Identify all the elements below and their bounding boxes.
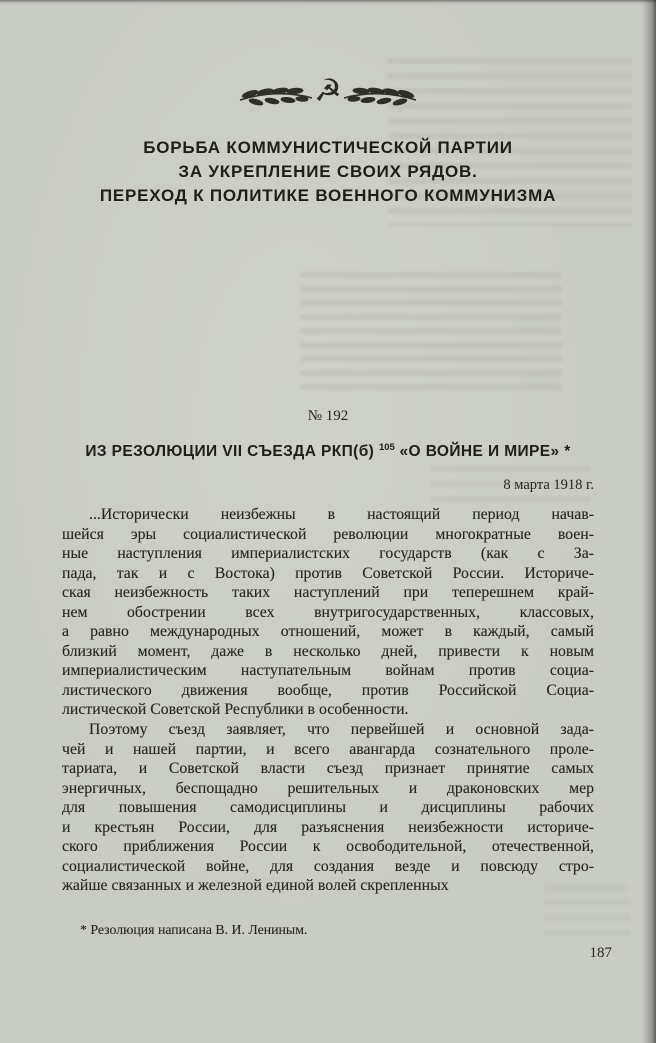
document-title — [0, 442, 656, 461]
document-title-text: ИЗ РЕЗОЛЮЦИИ VII СЪЕЗДА РКП(б) — [85, 443, 379, 461]
chapter-heading-line: ПЕРЕХОД К ПОЛИТИКЕ ВОЕННОГО КОММУНИЗМА — [99, 186, 557, 205]
text-line: шейся эры социалистической революции многократные воен- — [62, 525, 594, 543]
chapter-heading — [0, 136, 656, 208]
text-line: ская неизбежность таких наступлений при теперешнем край- — [62, 584, 594, 602]
text-line: ные наступления империалистских государств (как с За- — [62, 545, 594, 563]
text-line: социалистической войне, для создания везде и повсюду стро- — [62, 857, 594, 875]
text-line: а равно международных отношений, может в каждый, самый — [62, 623, 594, 641]
document-date: 8 марта 1918 г. — [503, 477, 594, 493]
text-line: ского приближения России к освободительной, отечественной, — [62, 838, 594, 856]
page-number: 187 — [589, 945, 612, 961]
text-line: Поэтому съезд заявляет, что первейшей и основной зада- — [89, 721, 594, 739]
text-line: чей и нашей партии, и всего авангарда сознательного проле- — [62, 740, 594, 758]
footnote: * Резолюция написана В. И. Лениным. — [80, 922, 308, 937]
chapter-heading-line: БОРЬБА КОММУНИСТИЧЕСКОЙ ПАРТИИ — [143, 138, 513, 157]
document-number: № 192 — [307, 408, 349, 424]
document-title-text: «О ВОЙНЕ И МИРЕ» * — [394, 443, 571, 461]
text-line: близкий момент, даже в несколько дней, привести к новым — [62, 642, 594, 660]
text-line: и крестьян России, для разъяснения неизбежности историче- — [62, 818, 594, 836]
text-line: листического движения вообще, против Российской Социа- — [62, 681, 594, 699]
footnote-reference: 105 — [378, 442, 395, 453]
text-line: пада, так и с Востока) против Советской России. Историче- — [62, 564, 594, 582]
text-line: ...Исторически неизбежны в настоящий период начав- — [89, 506, 594, 523]
chapter-heading-line: ЗА УКРЕПЛЕНИЕ СВОИХ РЯДОВ. — [178, 162, 478, 181]
bleed-through-text — [300, 272, 562, 390]
page-edge-shadow — [642, 0, 656, 1043]
text-line: энергичных, беспощадно решительных и драконовских мер — [62, 779, 594, 797]
hammer-sickle-ornament — [223, 68, 433, 118]
text-line: жайше связанных и железной единой волей скрепленных — [62, 877, 449, 895]
text-line: листической Советской Республики в особенности. — [62, 701, 409, 719]
text-line: империалистическим наступательным войнам против социа- — [62, 662, 594, 680]
document-body — [62, 505, 594, 896]
page-top-shadow — [0, 0, 656, 3]
text-line: нем обострении всех внутригосударственных, классовых, — [62, 603, 594, 621]
text-line: тариата, и Советской власти съезд признает принятие самых — [62, 760, 594, 778]
hammer-and-sickle-icon: ☭ — [314, 73, 342, 109]
text-line: для повышения самодисциплины и дисциплины рабочих — [62, 799, 594, 817]
